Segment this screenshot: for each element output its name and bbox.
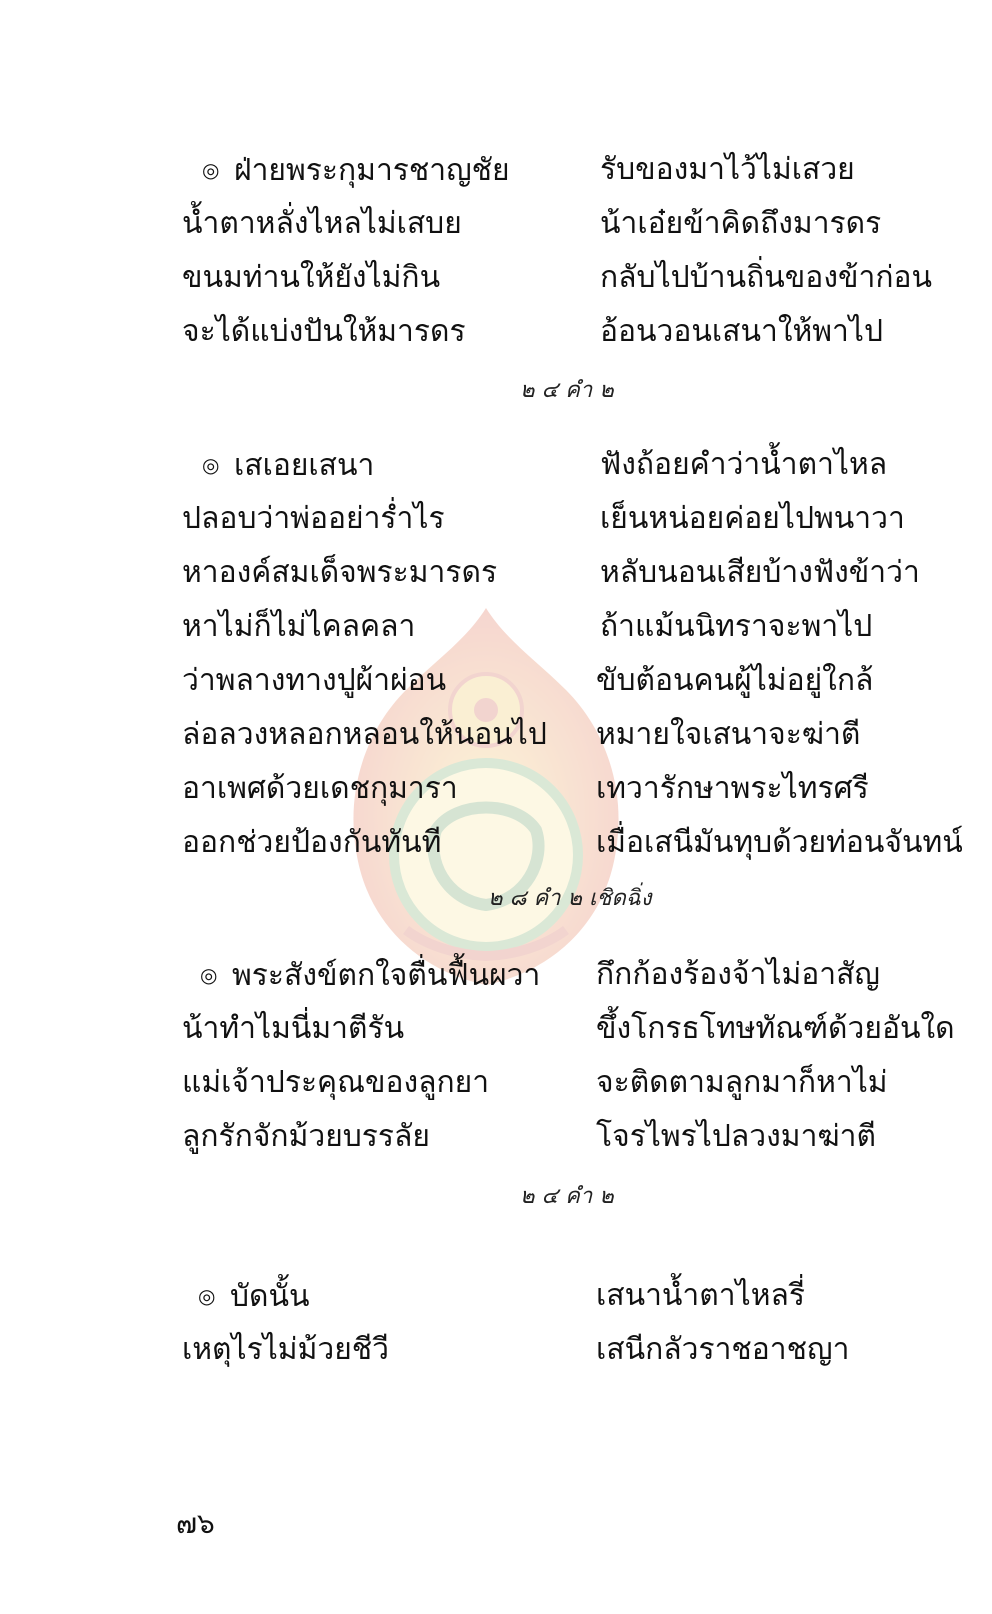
verse-left: ว่าพลางทางปูผ้าผ่อน (182, 663, 447, 698)
verse-left: หาองค์สมเด็จพระมารดร (182, 555, 498, 590)
verse-right: กลับไปบ้านถิ่นของข้าก่อน (600, 260, 933, 295)
verse-left: พระสังข์ตกใจตื่นฟื้นผวา (232, 958, 541, 993)
verse-right: โจรไพรไปลวงมาฆ่าตี (596, 1119, 877, 1154)
verse-line (0, 1117, 992, 1171)
verse-right: ถ้าแม้นนิทราจะพาไป (600, 609, 873, 644)
verse-right: เสนาน้ำตาไหลรี่ (596, 1278, 805, 1313)
verse-right: อ้อนวอนเสนาให้พาไป (600, 314, 884, 349)
verse-line (0, 955, 992, 1009)
verse-left: ฝ่ายพระกุมารชาญชัย (234, 153, 510, 188)
verse-line (0, 553, 992, 607)
verse-left: เสเอยเสนา (234, 448, 375, 483)
verse-right: เย็นหน่อยค่อยไปพนาวา (600, 501, 905, 536)
verse-right: กึกก้องร้องจ้าไม่อาสัญ (596, 957, 880, 992)
verse-line (0, 1009, 992, 1063)
verse-right: เสนีกลัวราชอาชญา (596, 1332, 850, 1367)
bullet-icon: ◎ (202, 453, 220, 477)
verse-left: อาเพศด้วยเดชกุมารา (182, 771, 458, 806)
verse-left: ปลอบว่าพ่ออย่าร่ำไร (182, 501, 445, 536)
verse-line (0, 1063, 992, 1117)
stanza-4 (0, 1276, 992, 1384)
verse-right: เมื่อเสนีมันทุบด้วยท่อนจันทน์ (596, 825, 963, 860)
stanza-1 (0, 150, 992, 366)
verse-left: ออกช่วยป้องกันทันที (182, 825, 442, 860)
verse-line (0, 312, 992, 366)
verse-left: แม่เจ้าประคุณของลูกยา (182, 1065, 490, 1100)
verse-line (0, 1330, 992, 1384)
verse-right: น้าเอ๋ยข้าคิดถึงมารดร (600, 206, 882, 241)
stanza-marker: ๒ ๘ คำ ๒ เชิดฉิ่ง (488, 886, 652, 911)
verse-line (0, 499, 992, 553)
bullet-icon: ◎ (200, 963, 218, 987)
page-number: ๗๖ (176, 1507, 215, 1540)
verse-line (0, 445, 992, 499)
verse-left: ขนมท่านให้ยังไม่กิน (182, 260, 441, 295)
verse-left: บัดนั้น (230, 1279, 310, 1314)
verse-left: น้าทำไมนี่มาตีรัน (182, 1011, 405, 1046)
verse-line (0, 823, 992, 877)
verse-right: หมายใจเสนาจะฆ่าตี (596, 717, 861, 752)
stanza-marker: ๒ ๔ คำ ๒ (520, 1184, 614, 1209)
verse-right: รับของมาไว้ไม่เสวย (600, 152, 855, 187)
verse-left: หาไม่ก็ไม่ไคลคลา (182, 609, 416, 644)
verse-left: เหตุไรไม่ม้วยชีวี (182, 1332, 389, 1367)
verse-line (0, 150, 992, 204)
verse-left: ลูกรักจักม้วยบรรลัย (182, 1119, 430, 1154)
verse-right: ขับต้อนคนผู้ไม่อยู่ใกล้ (596, 663, 874, 698)
stanza-2 (0, 445, 992, 877)
verse-right: ขึ้งโกรธโทษทัณฑ์ด้วยอันใด (596, 1011, 955, 1046)
verse-left: จะได้แบ่งปันให้มารดร (182, 314, 466, 349)
verse-line (0, 1276, 992, 1330)
bullet-icon: ◎ (202, 158, 220, 182)
verse-right: จะติดตามลูกมาก็หาไม่ (596, 1065, 888, 1100)
verse-right: ฟังถ้อยคำว่าน้ำตาไหล (600, 447, 888, 482)
verse-left: ล่อลวงหลอกหลอนให้นอนไป (182, 717, 547, 752)
bullet-icon: ◎ (198, 1284, 216, 1308)
verse-line (0, 661, 992, 715)
verse-left: น้ำตาหลั่งไหลไม่เสบย (182, 206, 462, 241)
stanza-marker: ๒ ๔ คำ ๒ (520, 378, 614, 403)
verse-line (0, 607, 992, 661)
verse-line (0, 715, 992, 769)
verse-line (0, 258, 992, 312)
verse-line (0, 769, 992, 823)
verse-line (0, 204, 992, 258)
verse-right: หลับนอนเสียบ้างฟังข้าว่า (600, 555, 920, 590)
stanza-3 (0, 955, 992, 1171)
verse-right: เทวารักษาพระไทรศรี (596, 771, 869, 806)
